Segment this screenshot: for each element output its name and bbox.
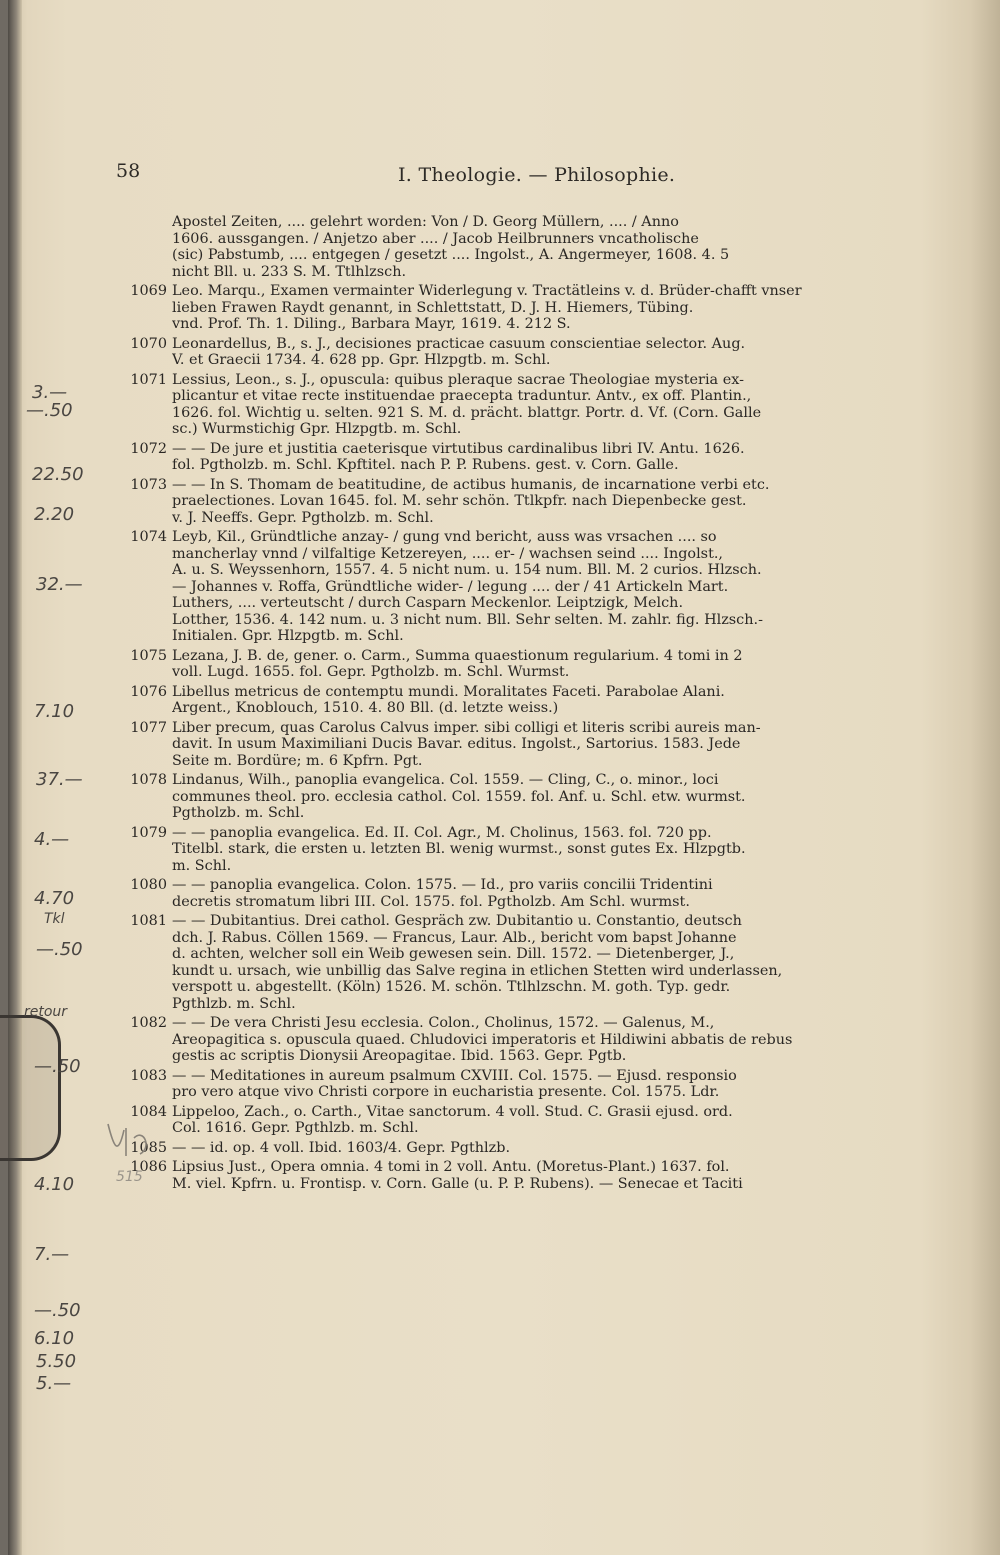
entry-number: 1077: [130, 719, 167, 736]
entry-line: Leo. Marqu., Examen vermainter Widerlegung v. Tractätleins v. d. Brüder-chafft vnser: [172, 283, 802, 299]
catalog-entry: [130, 335, 950, 369]
margin-note: 515: [116, 1169, 143, 1185]
entry-number: 1086: [130, 1159, 167, 1175]
entry-line: davit. In usum Maximiliani Ducis Bavar. editus. Ingolst., Sartorius. 1583. Jede: [172, 736, 741, 752]
entry-line: gestis ac scriptis Dionysii Areopagitae. Ibid. 1563. Gepr. Pgtb.: [172, 1048, 627, 1064]
entry-line: Initialen. Gpr. Hlzpgtb. m. Schl.: [172, 628, 404, 644]
entry-number: 1082: [130, 1015, 167, 1031]
catalog-entry: [130, 719, 950, 770]
entry-line: Leonardellus, B., s. J., decisiones practicae casuum conscientiae selector. Aug.: [172, 335, 746, 352]
catalog-entry: [130, 1103, 950, 1137]
margin-note: 22.50: [32, 464, 84, 485]
catalog-entry: [130, 371, 950, 438]
entry-line: — — Meditationes in aureum psalmum CXVIII. Col. 1575. — Ejusd. responsio: [172, 1067, 737, 1084]
margin-note: 4.10: [34, 1174, 75, 1195]
catalog-entry: [130, 877, 950, 910]
entry-line: mancherlay vnnd / vilfaltige Ketzereyen, .... er- / wachsen seind .... Ingolst.,: [172, 545, 724, 562]
entry-number: 1076: [130, 683, 167, 700]
entry-line: (sic) Pabstumb, .... entgegen / gesetzt .... Ingolst., A. Angermeyer, 1608. 4. 5: [172, 247, 730, 263]
margin-note: 7.10: [34, 701, 75, 722]
entry-line: Pgthlzb. m. Schl.: [172, 995, 296, 1012]
entry-line: V. et Graecii 1734. 4. 628 pp. Gpr. Hlzpgtb. m. Schl.: [172, 352, 551, 368]
entry-line: lieben Frawen Raydt genannt, in Schlettstatt, D. J. H. Hiemers, Tübing.: [172, 299, 694, 316]
entry-line: sc.) Wurmstichig Gpr. Hlzpgtb. m. Schl.: [172, 421, 462, 437]
catalog-entry: [130, 529, 950, 645]
margin-note: —.50: [36, 939, 83, 960]
entry-line: communes theol. pro. ecclesia cathol. Col. 1559. fol. Anf. u. Schl. etw. wurmst.: [172, 788, 746, 805]
page-gutter: [8, 0, 22, 1555]
catalog-entry: [130, 440, 950, 474]
margin-note: 7.—: [34, 1244, 70, 1265]
entry-number: 1071: [130, 371, 167, 388]
entry-line: Areopagitica s. opuscula quaed. Chludovici imperatoris et Hildiwini abbatis de rebus: [172, 1031, 793, 1048]
entry-line: Lipsius Just., Opera omnia. 4 tomi in 2 voll. Antu. (Moretus-Plant.) 1637. fol.: [172, 1159, 730, 1175]
entry-number: 1081: [130, 913, 167, 929]
entry-line: — — Dubitantius. Drei cathol. Gespräch zw. Dubitantio u. Constantio, deutsch: [172, 913, 742, 929]
entry-line: — — panoplia evangelica. Colon. 1575. — Id., pro variis concilii Tridentini: [172, 877, 713, 893]
entry-line: pro vero atque vivo Christi corpore in eucharistia presente. Col. 1575. Ldr.: [172, 1084, 720, 1100]
margin-note: —.50: [34, 1056, 81, 1077]
entry-line: A. u. S. Weyssenhorn, 1557. 4. 5 nicht num. u. 154 num. Bll. M. 2 curios. Hlzsch.: [172, 562, 762, 578]
catalog-entry: [130, 647, 950, 681]
entry-number: 1070: [130, 335, 167, 352]
entry-line: d. achten, welcher soll ein Weib gewesen sein. Dill. 1572. — Dietenberger, J.,: [172, 946, 735, 962]
entry-line: Liber precum, quas Carolus Calvus imper. sibi colligi et literis scribi aureis man-: [172, 719, 761, 736]
entry-line: vnd. Prof. Th. 1. Diling., Barbara Mayr, 1619. 4. 212 S.: [172, 316, 571, 332]
page-number: 58: [116, 160, 141, 182]
margin-note: 4.—: [34, 829, 70, 850]
entry-number: 1080: [130, 877, 167, 893]
handwritten-mark: [104, 1118, 166, 1162]
entry-line: decretis stromatum libri III. Col. 1575. fol. Pgtholzb. Am Schl. wurmst.: [172, 893, 690, 910]
entry-line: plicantur et vitae recte instituendae praecepta traduntur. Antv., ex off. Plantin.,: [172, 388, 752, 404]
page-header: [0, 158, 1000, 188]
entry-line: — — De jure et justitia caeterisque virtutibus cardinalibus libri IV. Antu. 1626.: [172, 440, 745, 457]
catalog-entry: [172, 214, 950, 280]
margin-note: 6.10: [34, 1328, 75, 1349]
catalog-entry: [130, 476, 950, 527]
entry-line: m. Schl.: [172, 857, 232, 874]
entry-line: Luthers, .... verteutscht / durch Casparn Meckenlor. Leiptzigk, Melch.: [172, 595, 684, 611]
entry-line: Lotther, 1536. 4. 142 num. u. 3 nicht num. Bll. Sehr selten. M. zahlr. fig. Hlzsch.-: [172, 611, 763, 628]
margin-note: retour: [24, 1004, 68, 1020]
catalog-text: [130, 214, 950, 1195]
entry-line: fol. Pgtholzb. m. Schl. Kpftitel. nach P. P. Rubens. gest. v. Corn. Galle.: [172, 457, 679, 473]
entry-line: Seite m. Bordüre; m. 6 Kpfrn. Pgt.: [172, 752, 423, 769]
catalog-entry: [130, 1015, 950, 1065]
margin-note: 3.—: [32, 382, 68, 403]
entry-line: — — In S. Thomam de beatitudine, de actibus humanis, de incarnatione verbi etc.: [172, 476, 770, 493]
entry-line: — — id. op. 4 voll. Ibid. 1603/4. Gepr. Pgthlzb.: [172, 1139, 511, 1156]
margin-note: —.50: [26, 400, 73, 421]
entry-line: nicht Bll. u. 233 S. M. Ttlhlzsch.: [172, 263, 407, 280]
running-head: I. Theologie. — Philosophie.: [398, 164, 676, 186]
margin-note: 37.—: [36, 769, 83, 790]
entry-line: M. viel. Kpfrn. u. Frontisp. v. Corn. Galle (u. P. P. Rubens). — Senecae et Taciti: [172, 1175, 743, 1192]
entry-number: 1073: [130, 476, 167, 493]
entry-line: praelectiones. Lovan 1645. fol. M. sehr schön. Ttlkpfr. nach Diepenbecke gest.: [172, 493, 747, 509]
catalog-entry: [130, 683, 950, 717]
margin-note: 5.50: [36, 1351, 77, 1372]
entry-line: Pgtholzb. m. Schl.: [172, 805, 305, 821]
catalog-entry: [130, 1067, 950, 1101]
margin-note: 5.—: [36, 1373, 72, 1394]
margin-note: 32.—: [36, 574, 83, 595]
entry-line: dch. J. Rabus. Cöllen 1569. — Francus, Laur. Alb., bericht vom bapst Johanne: [172, 929, 737, 946]
entry-number: 1083: [130, 1067, 167, 1084]
entry-line: Lindanus, Wilh., panoplia evangelica. Col. 1559. — Cling, C., o. minor., loci: [172, 772, 719, 788]
entry-line: 1626. fol. Wichtig u. selten. 921 S. M. d. prächt. blattgr. Portr. d. Vf. (Corn. Galle: [172, 404, 762, 421]
entry-number: 1078: [130, 772, 167, 788]
margin-note: —.50: [34, 1300, 81, 1321]
margin-note: 2.20: [34, 504, 75, 525]
entry-line: — — De vera Christi Jesu ecclesia. Colon., Cholinus, 1572. — Galenus, M.,: [172, 1015, 715, 1031]
entry-line: Argent., Knoblouch, 1510. 4. 80 Bll. (d. letzte weiss.): [172, 700, 559, 716]
entry-line: — Johannes v. Roffa, Gründtliche wider- / legung .... der / 41 Artickeln Mart.: [172, 578, 729, 595]
catalog-entry: [130, 913, 950, 1012]
entry-line: verspott u. abgestellt. (Köln) 1526. M. schön. Ttlhlzschn. M. goth. Typ. gedr.: [172, 979, 731, 995]
entry-line: voll. Lugd. 1655. fol. Gepr. Pgtholzb. m. Schl. Wurmst.: [172, 664, 570, 680]
catalog-entry: [130, 1139, 950, 1157]
catalog-entry: [130, 283, 950, 333]
margin-note: Tkl: [44, 911, 65, 927]
binder-clip: [0, 1015, 61, 1161]
margin-note: 4.70: [34, 888, 75, 909]
entry-line: Col. 1616. Gepr. Pgthlzb. m. Schl.: [172, 1120, 419, 1136]
entry-number: 1069: [130, 283, 167, 299]
entry-line: Apostel Zeiten, .... gelehrt worden: Von / D. Georg Müllern, .... / Anno: [172, 214, 679, 230]
entry-line: kundt u. ursach, wie unbillig das Salve regina in etlichen Stetten wird underlassen,: [172, 962, 783, 979]
entry-number: 1085: [130, 1139, 167, 1156]
entry-number: 1072: [130, 440, 167, 457]
entry-line: Lezana, J. B. de, gener. o. Carm., Summa quaestionum regularium. 4 tomi in 2: [172, 647, 743, 664]
catalog-entry: [130, 1159, 950, 1192]
entry-line: v. J. Neeffs. Gepr. Pgtholzb. m. Schl.: [172, 509, 434, 526]
catalog-entry: [130, 824, 950, 875]
entry-line: Libellus metricus de contemptu mundi. Moralitates Faceti. Parabolae Alani.: [172, 683, 725, 700]
entry-line: — — panoplia evangelica. Ed. II. Col. Agr., M. Cholinus, 1563. fol. 720 pp.: [172, 824, 712, 841]
entry-number: 1075: [130, 647, 167, 664]
entry-line: Leyb, Kil., Gründtliche anzay- / gung vnd bericht, auss was vrsachen .... so: [172, 529, 717, 545]
entry-number: 1079: [130, 824, 167, 841]
catalog-entry: [130, 772, 950, 822]
entry-line: Lessius, Leon., s. J., opuscula: quibus pleraque sacrae Theologiae mysteria ex-: [172, 371, 744, 388]
entry-line: 1606. aussgangen. / Anjetzo aber .... / Jacob Heilbrunners vncatholische: [172, 230, 699, 247]
entry-number: 1084: [130, 1103, 167, 1120]
entry-line: Titelbl. stark, die ersten u. letzten Bl. wenig wurmst., sonst gutes Ex. Hlzpgtb.: [172, 841, 746, 857]
entry-number: 1074: [130, 529, 167, 545]
entry-line: Lippeloo, Zach., o. Carth., Vitae sanctorum. 4 voll. Stud. C. Grasii ejusd. ord.: [172, 1103, 733, 1120]
